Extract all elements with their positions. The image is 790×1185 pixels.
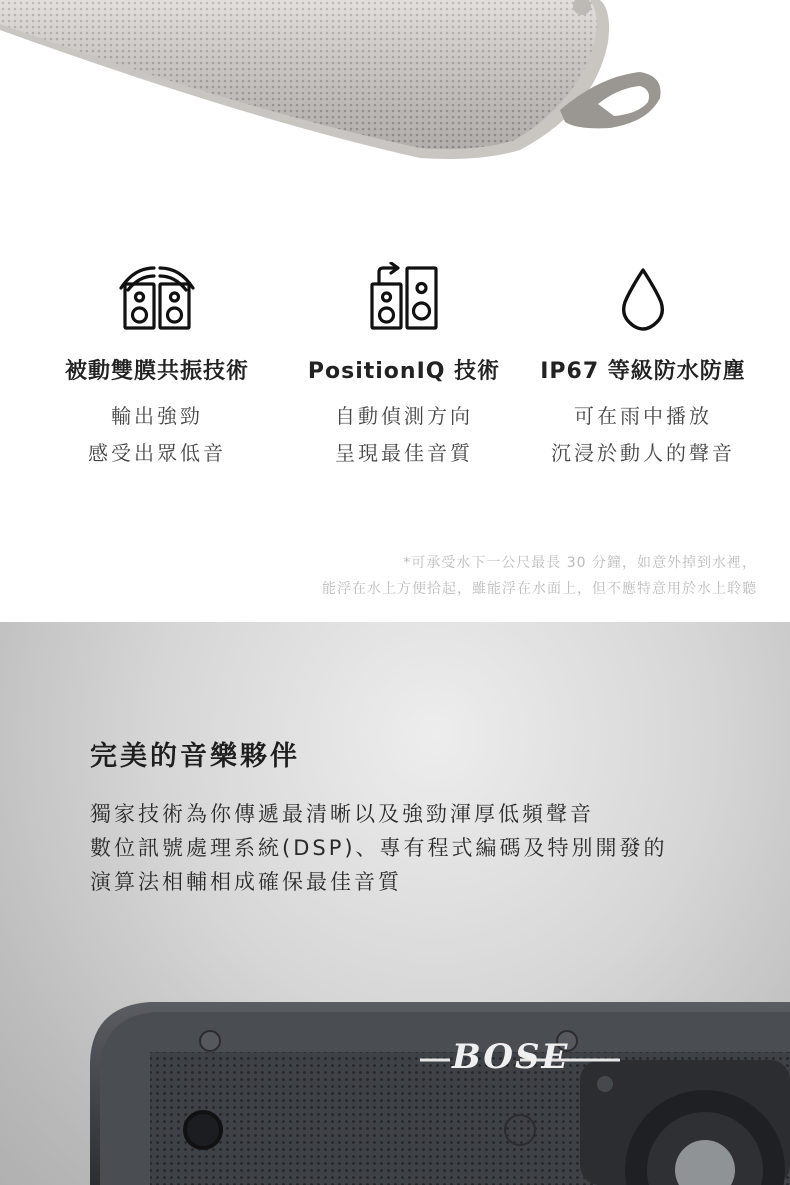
footnote-line1: *可承受水下一公尺最長 30 分鐘，如意外掉到水裡， [403,555,757,571]
section-desc-line1: 獨家技術為你傳遞最清晰以及強勁渾厚低頻聲音 [90,802,594,826]
feature-title: 被動雙膜共振技術 [64,359,249,384]
feature-list [0,262,790,482]
section-desc-line3: 演算法相輔相成確保最佳音質 [90,870,402,894]
feature-title: IP67 等級防水防塵 [540,359,746,384]
feature-ip67 [518,262,768,465]
water-drop-icon [598,262,688,332]
companion-section [0,622,790,1185]
speaker-product-image [0,0,790,190]
feature-desc-line1: 可在雨中播放 [574,404,712,428]
brand-logo-text: BOSE [452,1037,570,1077]
feature-desc-line1: 自動偵測方向 [335,404,473,428]
feature-desc-line2: 呈現最佳音質 [335,441,473,465]
feature-passive-radiator [32,262,282,465]
dual-speaker-icon [112,262,202,332]
section-desc-line2: 數位訊號處理系統(DSP)、專有程式編碼及特別開發的 [90,836,668,860]
speaker-dark-image [0,992,790,1185]
feature-positioniq [279,262,529,465]
feature-desc-line2: 感受出眾低音 [88,441,226,465]
feature-desc-line1: 輸出強勁 [111,404,203,428]
feature-desc-line2: 沉浸於動人的聲音 [551,441,735,465]
feature-title: PositionIQ 技術 [307,359,501,384]
position-speaker-icon [359,262,449,332]
section-heading: 完美的音樂夥伴 [90,741,300,772]
footnote-line2: 能浮在水上方便拾起，雖能浮在水面上，但不應特意用於水上聆聽 [322,581,757,597]
